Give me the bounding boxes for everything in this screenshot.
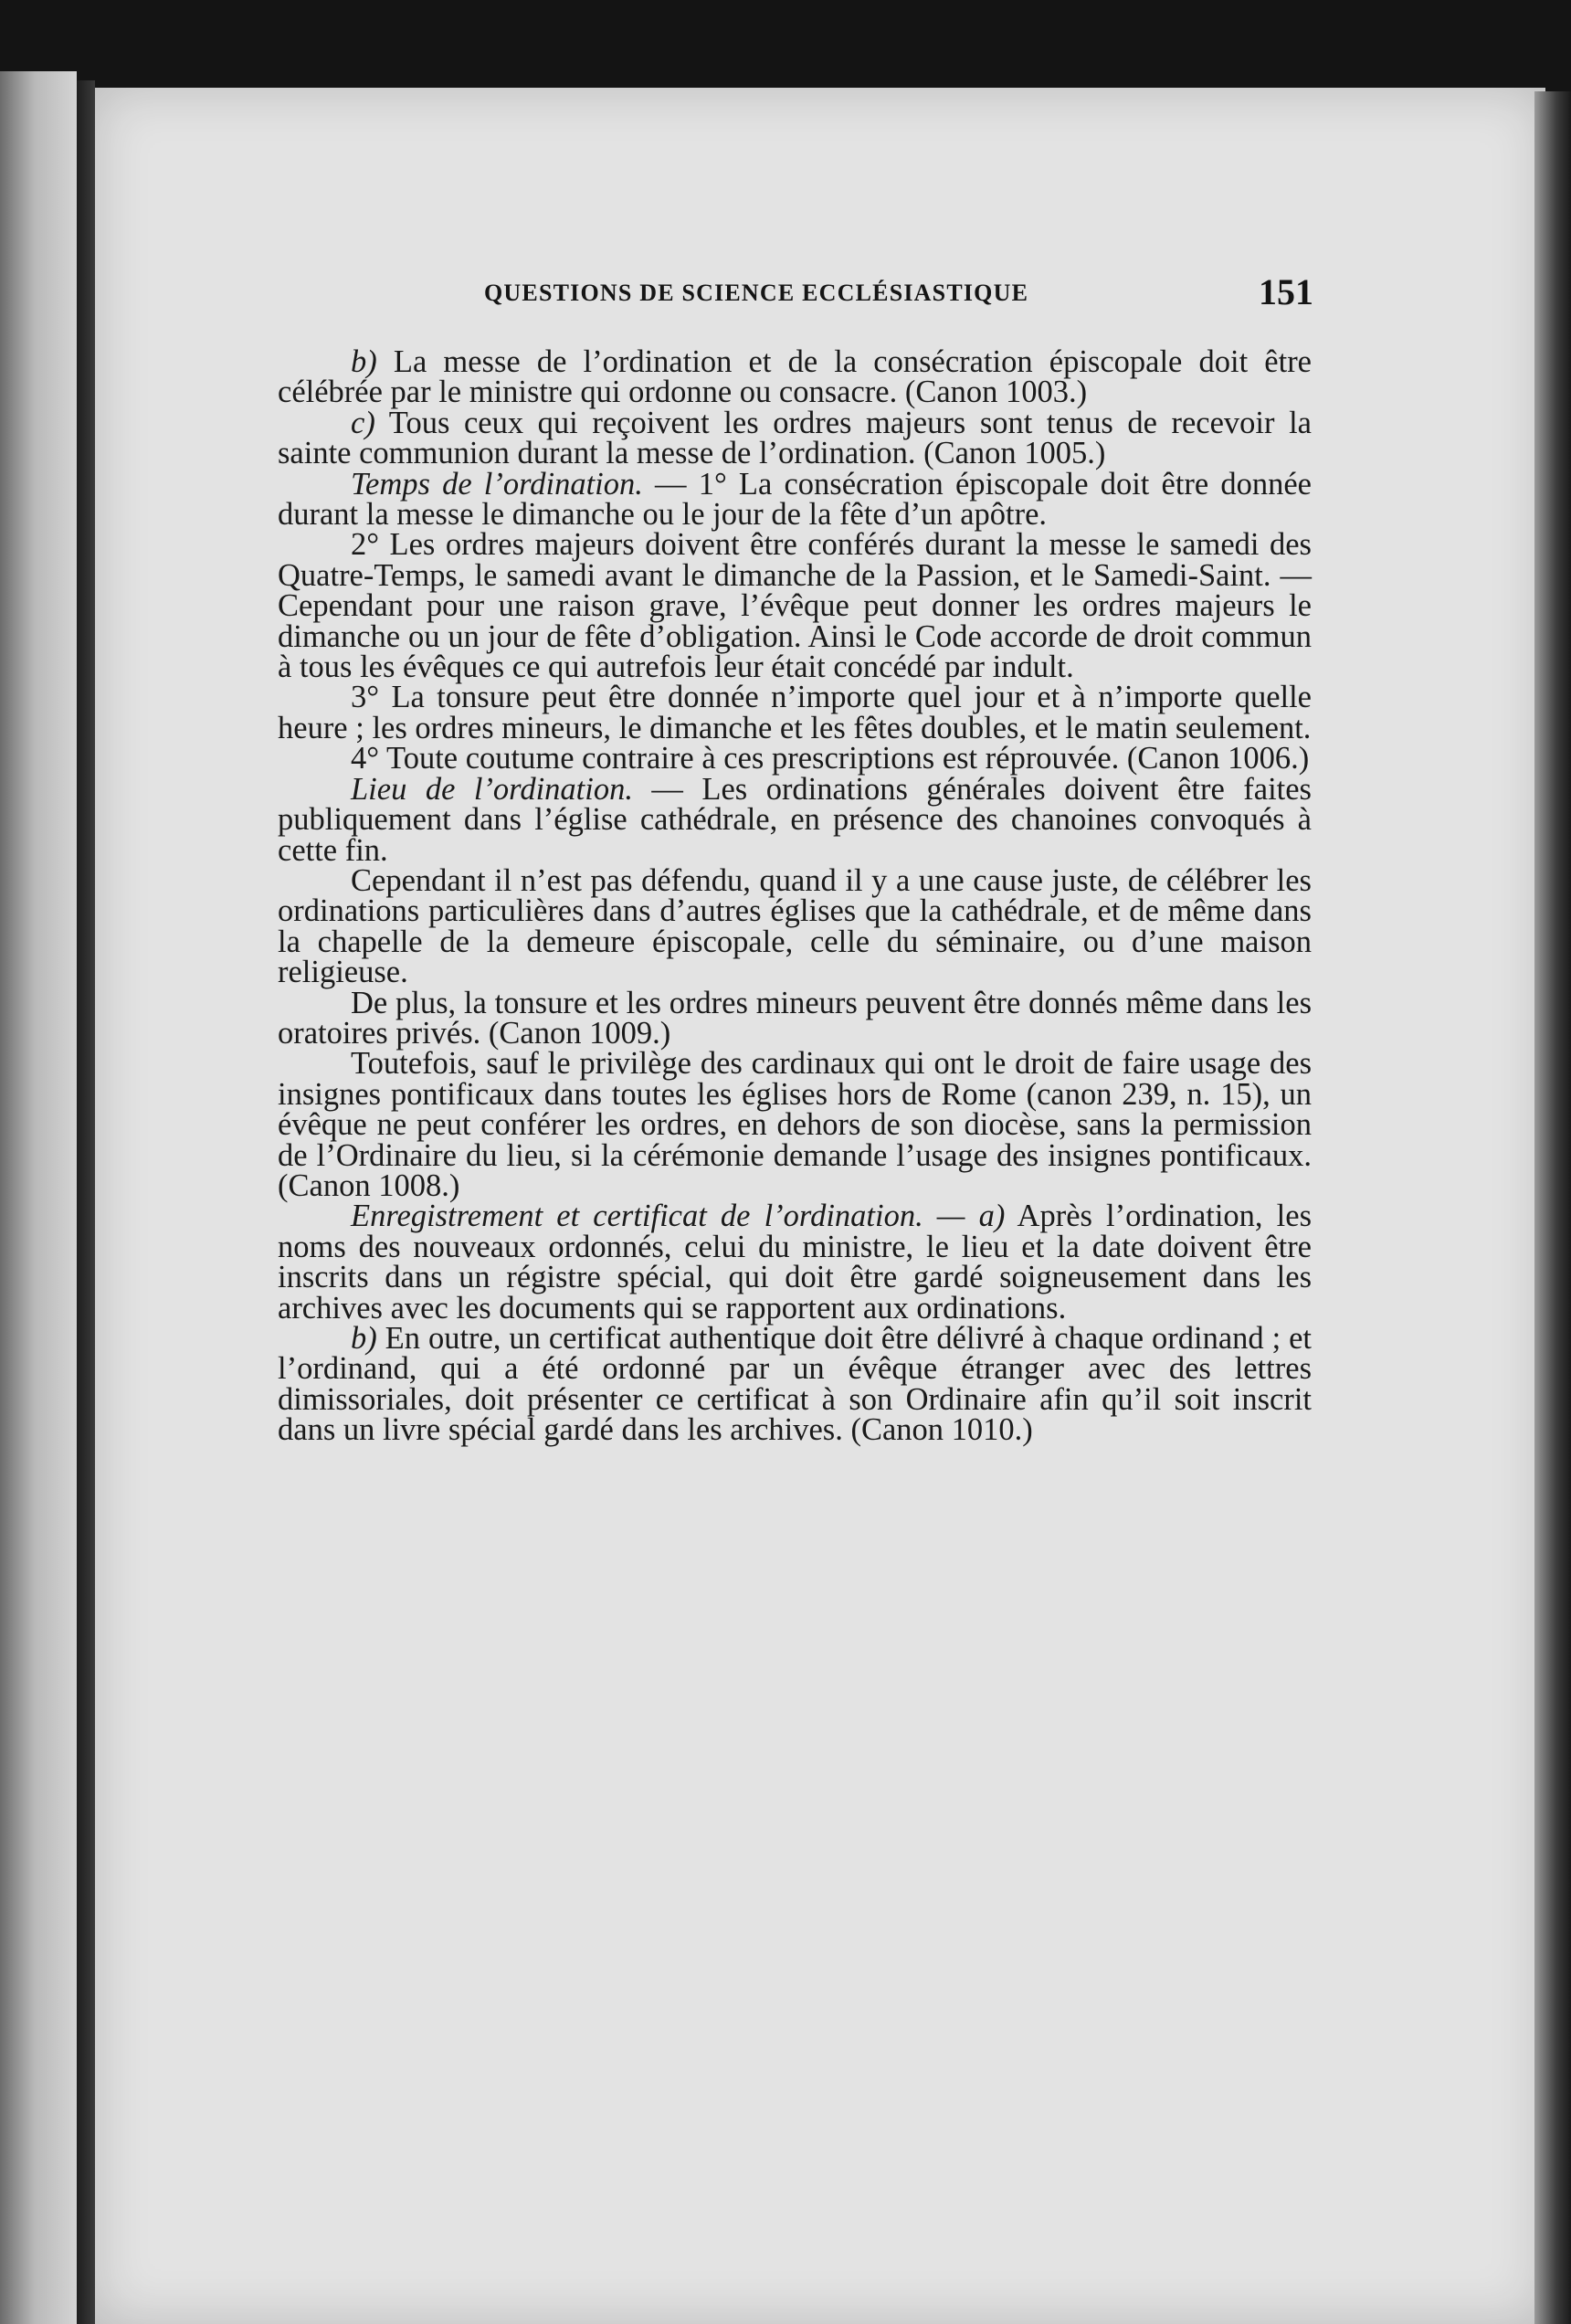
- paragraph-text: 3° La tonsure peut être donnée n’importe quel jour et à n’importe quelle heure ; les ordres mineurs, le dimanche et les fêtes doubles, et le matin seulement.: [278, 680, 1312, 745]
- paragraph-text: Cependant il n’est pas défendu, quand il y a une cause juste, de célébrer les ordinations particulières dans d’autres églises que la cathédrale, et de même dans la chapelle de la demeure épiscopale, celle du séminaire, ou d’une maison religieuse.: [278, 862, 1312, 990]
- paragraph-tonsure: [278, 682, 1312, 744]
- paragraph-text: La messe de l’ordination et de la consécration épiscopale doit être célébrée par le ministre qui ordonne ou consacre. (Canon 1003.): [278, 344, 1312, 410]
- paragraph-lead: c): [351, 405, 375, 440]
- running-title: QUESTIONS DE SCIENCE ECCLÉSIASTIQUE: [484, 280, 1029, 306]
- paragraph-text: 2° Les ordres majeurs doivent être conférés durant la messe le samedi des Quatre-Temps, le samedi avant le dimanche de la Passion, et le Samedi-Saint. — Cependant pour une raison grave, l’évêque peut donner les ordres majeurs le dimanche ou un jour de fête d’obligation. Ainsi le Code accorde de droit commun à tous les évêques ce qui autrefois leur était concédé par indult.: [278, 527, 1312, 685]
- paragraph-ordres-majeurs: [278, 527, 1312, 685]
- page-number: 151: [1259, 271, 1313, 312]
- paragraph-temps-ordination: [278, 466, 1312, 533]
- paragraph-lieu-ordination: [278, 771, 1312, 868]
- section-heading: Temps de l’ordination.: [351, 466, 643, 502]
- paragraph-certificat: [278, 1321, 1312, 1448]
- paragraph-coutume: [278, 741, 1312, 776]
- paragraph-text: Toutefois, sauf le privilège des cardinaux qui ont le droit de faire usage des insignes pontificaux dans toutes les églises hors de Rome (canon 239, n. 15), un évêque ne peut conférer les ordres, en dehors de son diocèse, sans la permission de l’Ordinaire du lieu, si la cérémonie demande l’usage des insignes pontificaux. (Canon 1008.): [278, 1046, 1312, 1203]
- book-gutter: [77, 80, 95, 2324]
- paragraph-lead: b): [351, 1321, 377, 1356]
- paragraph-communion: [278, 405, 1312, 471]
- section-heading: Enregistrement et certificat de l’ordination. — a): [351, 1199, 1006, 1234]
- left-page-edge: [0, 71, 77, 2324]
- paragraph-text: Après l’ordination, les noms des nouveaux ordonnés, celui du ministre, le lieu et la date doivent être inscrits dans un régistre spécial, qui doit être gardé soigneusement dans les archives avec les documents qui se rapportent aux ordinations.: [278, 1199, 1312, 1326]
- paragraph-text: — 1° La consécration épiscopale doit être donnée durant la messe le dimanche ou le jour de la fête d’un apôtre.: [278, 466, 1312, 533]
- body-text: [278, 344, 1312, 1448]
- paragraph-privilege-cardinaux: [278, 1046, 1312, 1203]
- paragraph-lead: b): [351, 344, 377, 379]
- paragraph-oratoires-prives: [278, 985, 1312, 1051]
- paragraph-text: 4° Toute coutume contraire à ces prescriptions est réprouvée. (Canon 1006.): [351, 741, 1310, 776]
- paragraph-enregistrement: [278, 1201, 1312, 1324]
- paragraph-text: De plus, la tonsure et les ordres mineurs peuvent être donnés même dans les oratoires privés. (Canon 1009.): [278, 985, 1312, 1051]
- paragraph-text: En outre, un certificat authentique doit être délivré à chaque ordinand ; et l’ordinand, qui a été ordonné par un évêque étranger avec des lettres dimissoriales, doit présenter ce certificat à son Ordinaire afin qu’il soit inscrit dans un livre spécial gardé dans les archives. (Canon 1010.): [278, 1321, 1312, 1448]
- paragraph-text: Tous ceux qui reçoivent les ordres majeurs sont tenus de recevoir la sainte communion durant la messe de l’ordination. (Canon 1005.): [278, 405, 1312, 471]
- paragraph-text: — Les ordinations générales doivent être faites publiquement dans l’église cathédrale, en présence des chanoines convoqués à cette fin.: [278, 771, 1312, 868]
- page-header: [278, 271, 1313, 316]
- section-heading: Lieu de l’ordination.: [351, 771, 633, 807]
- paragraph-ordinations-particulieres: [278, 862, 1312, 990]
- right-page-edge: [1534, 91, 1571, 2324]
- paragraph-messe-ordination: [278, 344, 1312, 410]
